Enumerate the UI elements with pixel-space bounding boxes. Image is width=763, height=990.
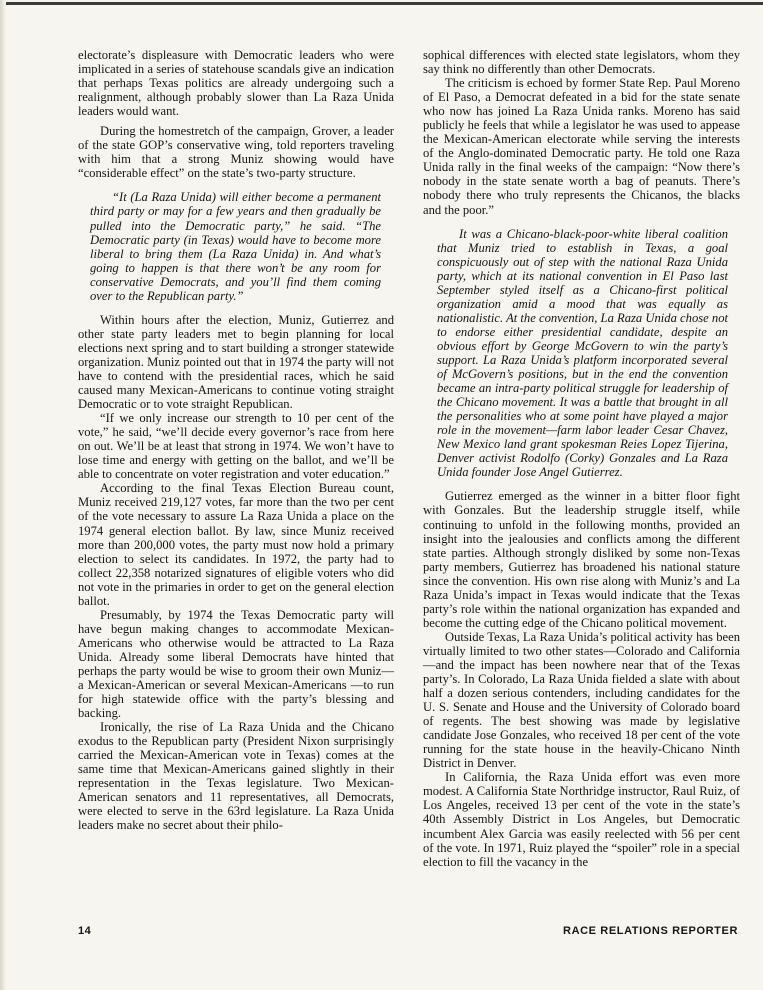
right-column xyxy=(423,48,740,869)
paragraph: According to the final Texas Election Bureau count, Muniz received 219,127 votes, far more than the two per cent of the vote necessary to assure La Raza Unida a place on the 1974 general election ballot. By law, since Muniz received more than 200,000 votes, the party must now hold a primary election to select its candidates. In 1972, the party had to collect 22,358 notarized signatures of eligible voters who did not vote in the primaries in order to get on the general election ballot. xyxy=(78,481,394,608)
paragraph: The criticism is echoed by former State Rep. Paul Moreno of El Paso, a Democrat defeated in a bid for the state senate who now has joined La Raza Unida ranks. Moreno has said publicly he feels that while a legislator he was used to appease the Mexican-American electorate while serving the interests of the Anglo-dominated Democratic party. He told one Raza Unida rally in the final weeks of the campaign: “Now there’s nobody in the state senate worth a bag of peanuts. There’s nobody there who truly represents the Chicanos, the blacks and the poor.” xyxy=(423,76,740,217)
page-left-edge xyxy=(0,0,6,990)
block-quote: It was a Chicano-black-poor-white liberal coalition that Muniz tried to establish in Texas, a goal conspicuously out of step with the national Raza Unida party, which at its national convention in El Paso last September styled itself as a Chicano-first political organization amid a mood that was equally as nationalistic. At the convention, La Raza Unida chose not to endorse either presidential candidate, despite an obvious effort by George McGovern to win the party’s support. La Raza Unida’s platform incorporated several of McGovern’s positions, but in the end the convention became an intra-party political struggle for leadership of the Chicano movement. It was a battle that brought in all the personalities who at some point have played a major role in the movement—farm labor leader Cesar Chavez, New Mexico land grant spokesman Reies Lopez Tijerina, Denver activist Rodolfo (Corky) Gonzales and La Raza Unida founder Jose Angel Gutierrez. xyxy=(437,226,728,480)
publication-name: RACE RELATIONS REPORTER xyxy=(563,925,738,937)
page-number: 14 xyxy=(78,925,92,937)
block-quote: “It (La Raza Unida) will either become a permanent third party or may for a few years and then gradually be pulled into the Democratic party,” he said. “The Democratic party (in Texas) would have to become more liberal to bring them (La Raza Unida) in. And what’s going to happen is that there won’t be any room for conservative Democrats, and you’ll find them coming over to the Republican party.” xyxy=(90,190,381,303)
paragraph: During the homestretch of the campaign, Grover, a leader of the state GOP’s conservative wing, told reporters traveling with him that a strong Muniz showing would have “considerable effect” on the state’s two-party structure. xyxy=(78,124,394,181)
paragraph: Ironically, the rise of La Raza Unida and the Chicano exodus to the Republican party (President Nixon surprisingly carried the Mexican-American vote in Texas) comes at the same time that Mexican-Americans gained slightly in their representation in the Texas legislature. Two Mexican-American senators and 11 representatives, all Democrats, were elected to serve in the 63rd legislature. La Raza Unida leaders make no secret about their philo- xyxy=(78,720,394,833)
left-column xyxy=(78,48,394,833)
paragraph: “If we only increase our strength to 10 per cent of the vote,” he said, “we’ll decide every governor’s race from here on out. We’ll be at least that strong in 1974. We won’t have to lose time and energy with getting on the ballot, and we’ll be able to concentrate on voter registration and voter education.” xyxy=(78,411,394,482)
paragraph: sophical differences with elected state legislators, whom they say think no differently than other Democrats. xyxy=(423,48,740,77)
top-border-rule xyxy=(0,2,763,5)
paragraph: Presumably, by 1974 the Texas Democratic party will have begun making changes to accommodate Mexican-Americans who otherwise would be attracted to La Raza Unida. Already some liberal Democrats have hinted that perhaps the party would be wise to groom their own Muniz—a Mexican-American or several Mexican-Americans —to run for high statewide office with the party’s blessing and backing. xyxy=(78,607,394,721)
paragraph: Outside Texas, La Raza Unida’s political activity has been virtually limited to two other states—Colorado and California—and the impact has been nowhere near that of the Texas party’s. In Colorado, La Raza Unida fielded a slate with about half a dozen serious contenders, including candidates for the U. S. Senate and House and the University of Colorado board of regents. The best showing was made by legislative candidate Jose Gonzales, who received 18 per cent of the vote running for the state house in the heavily-Chicano Ninth District in Denver. xyxy=(423,629,740,771)
paragraph: In California, the Raza Unida effort was even more modest. A California State Northridge instructor, Raul Ruiz, of Los Angeles, received 13 per cent of the vote in the state’s 40th Assembly District in Los Angeles, but Democratic incumbent Alex Garcia was easily reelected with 56 per cent of the vote. In 1971, Ruiz played the “spoiler” role in a special election to fill the vacancy in the xyxy=(423,770,740,869)
paragraph: electorate’s displeasure with Democratic leaders who were implicated in a series of statehouse scandals give an indication that perhaps Texas politics are already undergoing such a realignment, although probably slower than La Raza Unida leaders would want. xyxy=(78,48,394,119)
paragraph: Gutierrez emerged as the winner in a bitter floor fight with Gonzales. But the leadership struggle itself, while continuing to unfold in the following months, provided an insight into the jealousies and conflicts among the different state parties. Although strongly disliked by some non-Texas party members, Gutierrez has broadened his national stature since the convention. His own rise along with Muniz’s and La Raza Unida’s impact in Texas would indicate that the Texas party’s role within the national organization has expanded and become the cutting edge of the Chicano political movement. xyxy=(423,489,740,630)
paragraph: Within hours after the election, Muniz, Gutierrez and other state party leaders met to begin planning for local elections next spring and to start building a stronger statewide organization. Muniz pointed out that in 1974 the party will not have to contend with the presidential races, which he said caused many Mexican-Americans to continue voting straight Democratic or to vote straight Republican. xyxy=(78,312,394,412)
